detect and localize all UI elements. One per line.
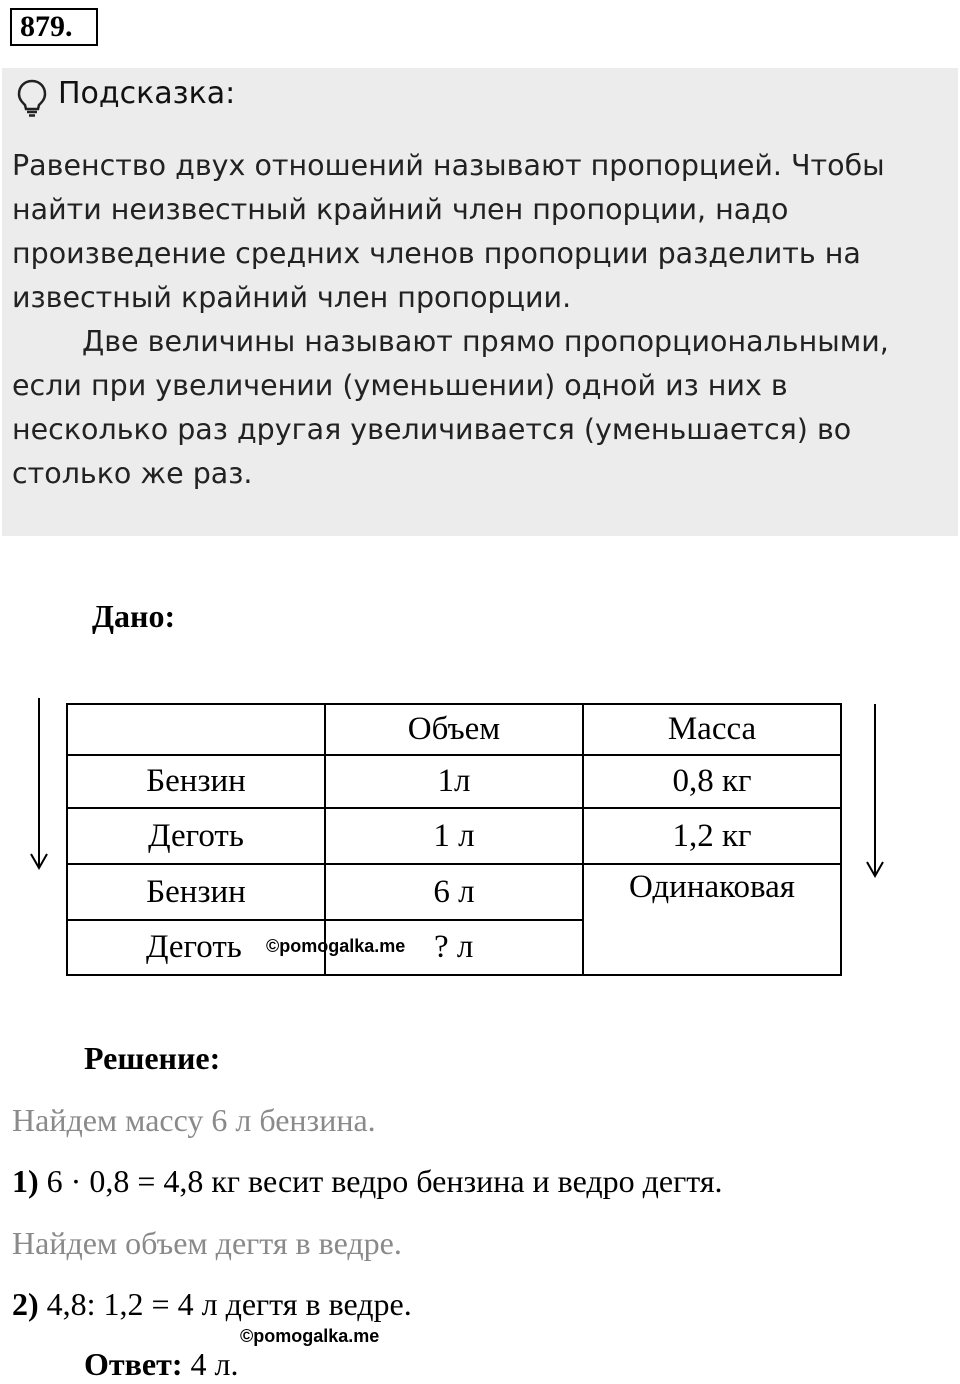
hint-text: [12, 144, 942, 496]
lightbulb-icon: [16, 78, 48, 118]
step2: [12, 1286, 412, 1323]
table-cell: 1л: [325, 755, 583, 808]
table-cell: 1 л: [325, 808, 583, 864]
table-cell: Деготь: [67, 808, 325, 864]
task-number: 879.: [10, 8, 98, 46]
table-cell: Бензин: [67, 755, 325, 808]
table-row: [67, 755, 841, 808]
solution-label: Решение:: [84, 1040, 221, 1076]
table-cell: Деготь: [67, 920, 325, 975]
table-cell-merged: Одинаковая: [583, 864, 841, 975]
table-cell: ? л: [325, 920, 583, 975]
table-cell: Бензин: [67, 864, 325, 920]
answer: [84, 1346, 238, 1383]
hint-title: Подсказка:: [58, 76, 236, 111]
table-row: [67, 808, 841, 864]
given-table: [66, 703, 842, 976]
table-header-cell: [67, 704, 325, 755]
down-arrow-icon: [864, 704, 886, 880]
step1-text: 6 · 0,8 = 4,8 кг весит ведро бензина и ведро дегтя.: [46, 1163, 723, 1199]
table-cell: 1,2 кг: [583, 808, 841, 864]
step2-text: 4,8: 1,2 = 4 л дегтя в ведре.: [46, 1286, 412, 1322]
watermark: ©pomogalka.me: [240, 1326, 380, 1346]
hint-paragraph-2: Две величины называют прямо пропорциональными, если при увеличении (уменьшении) одной из них в несколько раз другая увеличивается (уменьшается) во столько же раз.: [12, 325, 889, 490]
step1-intro: Найдем массу 6 л бензина.: [12, 1102, 376, 1138]
answer-value: 4 л.: [190, 1346, 239, 1382]
step2-number: 2): [12, 1286, 39, 1322]
table-header-cell: Объем: [325, 704, 583, 755]
answer-label: Ответ:: [84, 1346, 183, 1382]
table-cell: 6 л: [325, 864, 583, 920]
watermark: ©pomogalka.me: [266, 936, 406, 956]
step1: [12, 1163, 723, 1200]
table-cell: 0,8 кг: [583, 755, 841, 808]
table-header-cell: Масса: [583, 704, 841, 755]
table-row: [67, 864, 841, 920]
hint-paragraph-1: Равенство двух отношений называют пропорцией. Чтобы найти неизвестный крайний член пропорции, надо произведение средних членов пропорции разделить на известный крайний член пропорции.: [12, 149, 885, 314]
step1-number: 1): [12, 1163, 39, 1199]
step2-intro: Найдем объем дегтя в ведре.: [12, 1225, 402, 1261]
given-label: Дано:: [92, 598, 176, 634]
down-arrow-icon: [28, 698, 50, 874]
table-header-row: [67, 704, 841, 755]
